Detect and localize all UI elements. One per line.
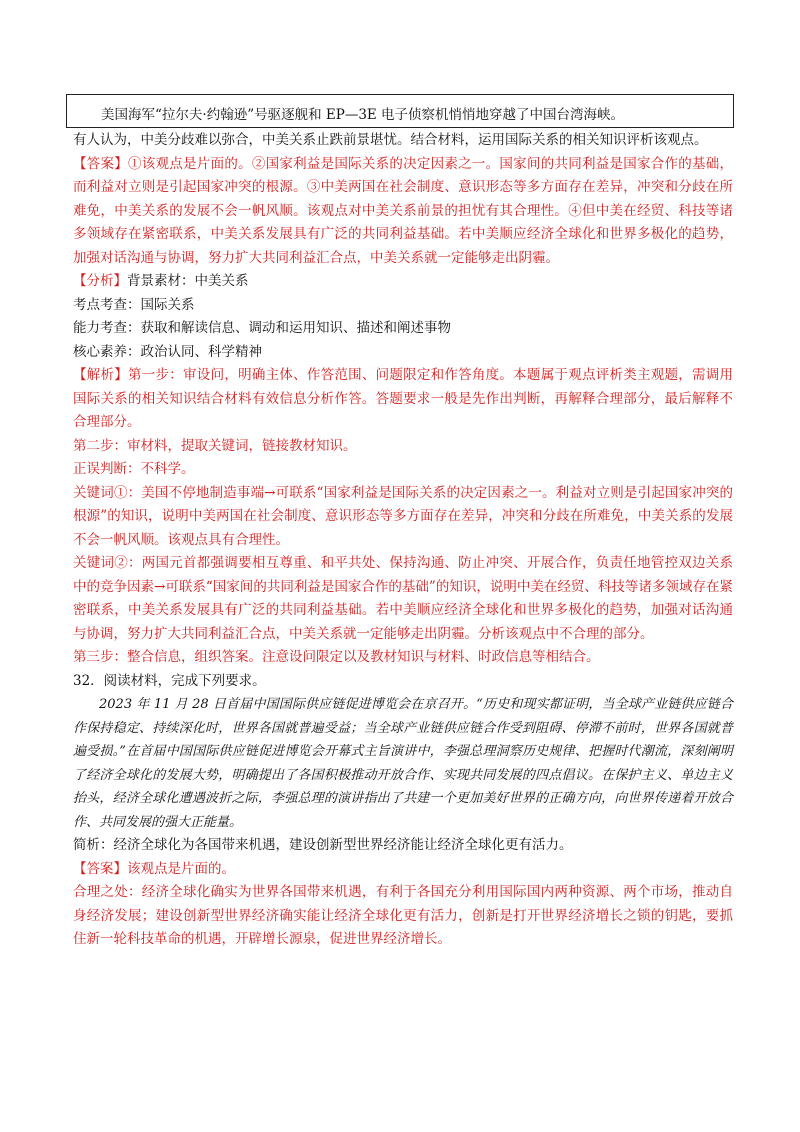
- q31-answer: [73, 153, 733, 271]
- q31-suyang: 核心素养：政治认同、科学精神: [73, 343, 262, 360]
- jiexi-label: 【解析】: [73, 367, 129, 383]
- q31-keyword-2: 关键词②：两国元首都强调要相互尊重、和平共处、保持沟通、防止冲突、开展合作，负责任地管控双边关系中的竞争因素→可联系“国家间的共同利益是国家合作的基础”的知识，说明中美在经贸、科技等诸多领域存在紧密联系，中美关系发展具有广泛的共同利益基础。若中美顺应经济全球化和世界多极化的趋势，加强对话沟通与协调，努力扩大共同利益汇合点，中美关系就一定能够走出阴霾。分析该观点中不合理的部分。: [73, 555, 733, 642]
- q31-nengli: 能力考查：获取和解读信息、调动和运用知识、描述和阐述事物: [73, 320, 451, 336]
- q31-analysis: [73, 270, 733, 294]
- q32-heli: 合理之处：经济全球化确实为世界各国带来机遇，有利于各国充分利用国际国内两种资源、两个市场，推动自身经济发展；建设创新型世界经济确实能让经济全球化更有活力，创新是打开世界经济增长之锁的钥匙，要抓住新一轮科技革命的机遇，开辟增长源泉，促进世界经济增长。: [73, 884, 733, 947]
- q31-jiexi: [73, 364, 733, 435]
- answer-label: 【答案】: [73, 155, 129, 172]
- q32-jianxi: 简析：经济全球化为各国带来机遇，建设创新型世界经济能让经济全球化更有活力。: [73, 837, 573, 853]
- answer-label: 【答案】: [73, 860, 127, 877]
- q32-title: 32．阅读材料，完成下列要求。: [73, 672, 266, 689]
- q32-material: 2023 年 11 月 28 日首届中国国际供应链促进博览会在京召开。“历史和现实都证明，当全球产业链供应链合作保持稳定、持续深化时，世界各国就普遍受益；当全球产业链供应链合作受到阻碍、停滞不前时，世界各国就普遍受损。”在首届中国国际供应链促进博览会开幕式主旨演讲中，李强总理洞察历史规律、把握时代潮流，深刻阐明了经济全球化的发展大势，明确提出了各国积极推动开放合作、实现共同发展的四点倡议。在保护主义、单边主义抬头，经济全球化遭遇波折之际，李强总理的演讲指出了共建一个更加美好世界的正确方向，向世界传递着开放合作、共同发展的强大正能量。: [73, 697, 733, 830]
- material-box-text: 美国海军“拉尔夫·约翰逊”号驱逐舰和 EP—3E 电子侦察机悄悄地穿越了中国台湾海峡。: [101, 107, 625, 123]
- document-body: [73, 129, 733, 952]
- analysis-label: 【分析】: [73, 273, 127, 289]
- jiexi-text: 第一步：审设问，明确主体、作答范围、问题限定和作答角度。本题属于观点评析类主观题，需调用国际关系的相关知识结合材料有效信息分析作答。答题要求一般是先作出判断，再解释合理部分，最后解释不合理部分。: [73, 367, 734, 430]
- q31-zhengwu: 正误判断：不科学。: [73, 461, 195, 477]
- answer-text: ①该观点是片面的。②国家利益是国际关系的决定因素之一。国家间的共同利益是国家合作的基础，而利益对立则是引起国家冲突的根源。③中美两国在社会制度、意识形态等多方面存在差异，冲突和分歧在所难免，中美关系的发展不会一帆风顺。该观点对中美关系前景的担忧有其合理性。④但中美在经贸、科技等诸多领域存在紧密联系，中美关系发展具有广泛的共同利益基础。若中美顺应经济全球化和世界多极化的趋势，加强对话沟通与协调，努力扩大共同利益汇合点，中美关系就一定能够走出阴霾。: [73, 155, 734, 266]
- q31-kaodian: 考点考查：国际关系: [73, 296, 195, 313]
- q31-keyword-1: 关键词①：美国不停地制造事端→可联系“国家利益是国际关系的决定因素之一。利益对立则是引起国家冲突的根源”的知识，说明中美两国在社会制度、意识形态等多方面存在差异，冲突和分歧在所难免，中美关系的发展不会一帆风顺。该观点具有合理性。: [73, 484, 733, 548]
- analysis-text: 背景素材：中美关系: [127, 273, 249, 289]
- q31-step3: 第三步：整合信息，组织答案。注意设问限定以及教材知识与材料、时政信息等相结合。: [73, 649, 600, 665]
- q32-answer: [73, 858, 733, 882]
- answer-text: 该观点是片面的。: [127, 860, 235, 877]
- q31-step2: 第二步：审材料，提取关键词，链接教材知识。: [73, 437, 357, 454]
- q31-question: 有人认为，中美分歧难以弥合，中美关系止跌前景堪忧。结合材料，运用国际关系的相关知识评析该观点。: [73, 132, 708, 148]
- material-box: [66, 94, 734, 128]
